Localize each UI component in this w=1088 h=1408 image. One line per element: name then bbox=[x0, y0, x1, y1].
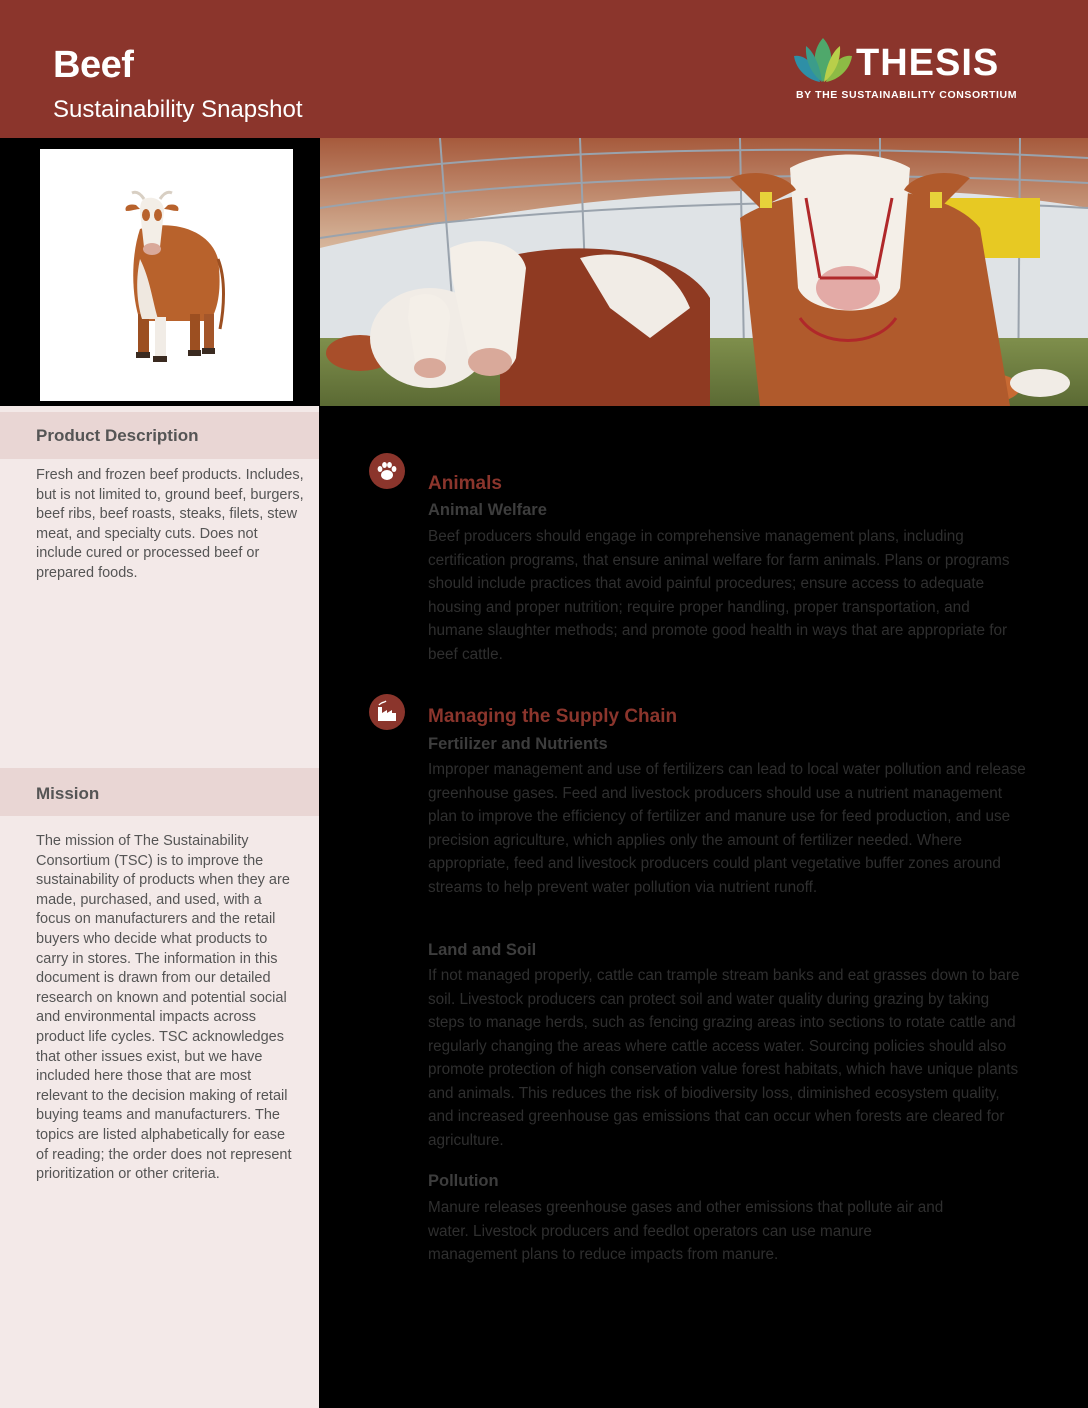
cow-product-image bbox=[40, 149, 293, 401]
barn-cattle-photo bbox=[320, 138, 1088, 406]
factory-icon bbox=[369, 694, 405, 730]
animal-welfare-subtitle: Animal Welfare bbox=[428, 501, 547, 519]
mission-text: The mission of The Sustainability Consortium (TSC) is to improve the sustainability of products when they are made, purchased, and used, with a focus on manufacturers and the retail buyers who decide what products to carry in stores. The information in this document is drawn from our detailed research on known and potential social and environmental impacts across product life cycles. TSC acknowledges that other issues exist, but we have included here those that are most relevant to the decision making of retail buying teams and manufacturers. The topics are listed alphabetically for ease of reading; the order does not represent prioritization or other criteria. bbox=[36, 833, 292, 1183]
page-header bbox=[0, 0, 1088, 138]
supply-chain-title: Managing the Supply Chain bbox=[428, 706, 678, 727]
logo-wordmark: THESIS bbox=[856, 42, 1000, 84]
page-title: Beef bbox=[53, 44, 134, 86]
lotus-logo-icon bbox=[792, 36, 854, 86]
product-description-text: Fresh and frozen beef products. Includes, but is not limited to, ground beef, burgers, beef ribs, beef roasts, steaks, filets, stew meat, and specialty cuts. Does not include cured or processed beef or prepared foods. bbox=[36, 467, 304, 581]
photo-band bbox=[0, 138, 1088, 406]
pollution-subtitle: Pollution bbox=[428, 1172, 499, 1190]
thesis-logo bbox=[792, 36, 1032, 106]
pollution-text: Manure releases greenhouse gases and other emissions that pollute air and water. Livestock producers and feedlot operators can use manure management plans to reduce impacts from manure. bbox=[428, 1199, 944, 1263]
logo-tagline: BY THE SUSTAINABILITY CONSORTIUM bbox=[796, 89, 1018, 101]
fertilizer-text: Improper management and use of fertilizers can lead to local water pollution and release greenhouse gases. Feed and livestock producers should use a nutrient management plan to improve the efficiency of fertilizer and manure use for feed production, and use precision agriculture, which applies only the amount of fertilizer needed. Where appropriate, feed and livestock producers could plant vegetative buffer zones around streams to help prevent water pollution via nutrient runoff. bbox=[428, 761, 1026, 896]
land-soil-subtitle: Land and Soil bbox=[428, 941, 537, 959]
sidebar bbox=[0, 406, 319, 1408]
mission-heading bbox=[0, 768, 319, 816]
page-subtitle: Sustainability Snapshot bbox=[53, 96, 303, 123]
animals-title: Animals bbox=[428, 473, 502, 494]
product-description-label: Product Description bbox=[36, 426, 199, 445]
land-soil-text: If not managed properly, cattle can trample stream banks and eat grasses down to bare soil. Livestock producers can protect soil and water quality during grazing by taking steps to manage herds, such as fencing grazing areas into sections to rotate cattle and regularly changing the areas where cattle access water. Sourcing policies should also promote protection of high conservation value forest habitats, which have unique plants and animals. This reduces the risk of biodiversity loss, diminished ecosystem quality, and increased greenhouse gas emissions that can occur when forests are cleared for agriculture. bbox=[428, 967, 1020, 1149]
product-description-heading bbox=[0, 412, 319, 459]
paw-icon bbox=[369, 453, 405, 489]
animal-welfare-text: Beef producers should engage in comprehensive management plans, including certification programs, that ensure animal welfare for farm animals. Plans or programs should include practices that avoid painful procedures; ensure access to adequate housing and proper nutrition; require proper handling, proper transportation, and humane slaughter methods; and promote good health in ways that are appropriate for beef cattle. bbox=[428, 528, 1010, 663]
fertilizer-subtitle: Fertilizer and Nutrients bbox=[428, 735, 608, 753]
cattle-barn-icon bbox=[320, 138, 1088, 406]
main-content bbox=[319, 406, 1088, 1408]
standing-cow-icon bbox=[40, 149, 293, 401]
mission-label: Mission bbox=[36, 784, 100, 803]
